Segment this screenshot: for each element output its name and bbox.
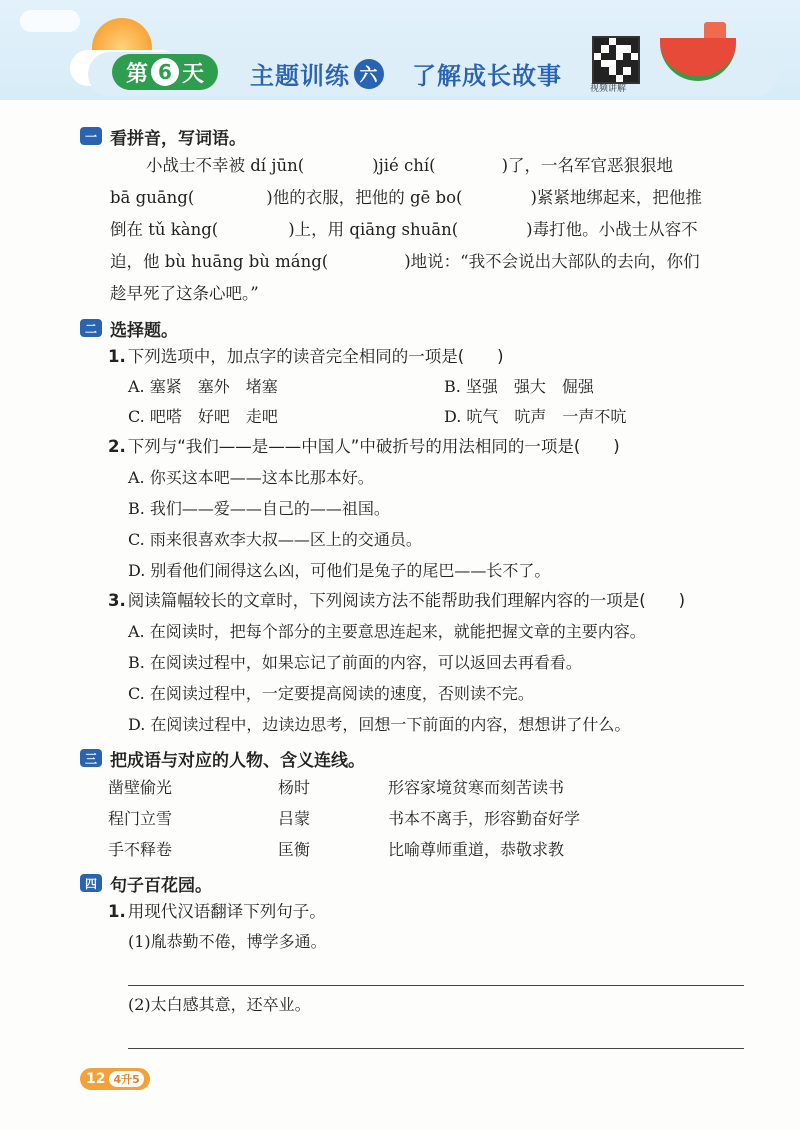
option-row — [80, 372, 760, 402]
question-3: 3. 阅读篇幅较长的文章时，下列阅读方法不能帮助我们理解内容的一项是( ) — [108, 591, 686, 610]
sentence: (2)太白感其意，还卒业。 — [128, 995, 311, 1014]
section-title: 句子百花园。 — [110, 875, 212, 896]
exercise-content — [80, 118, 760, 1053]
option[interactable]: C. 吧嗒 好吧 走吧 — [128, 407, 278, 426]
meaning[interactable]: 形容家境贫寒而刻苦读书 — [388, 778, 565, 797]
passage-line: bā guāng( )他的衣服，把他的 gē bo( )紧紧地绑起来，把他推 — [110, 188, 702, 207]
pinyin-passage — [80, 150, 760, 310]
meaning[interactable]: 比喻尊师重道，恭敬求教 — [388, 840, 565, 859]
meaning[interactable]: 书本不离手，形容勤奋好学 — [388, 809, 581, 828]
section-1-heading — [80, 122, 760, 150]
passage-line: 迫，他 bù huāng bù máng( )地说：“我不会说出大部队的去向，你们 — [110, 252, 700, 271]
question-2: 2. 下列与“我们——是——中国人”中破折号的用法相同的一项是( ) — [108, 437, 620, 456]
person[interactable]: 杨时 — [278, 778, 311, 797]
passage-line: 小战士不幸被 dí jūn( )jié chí( )了，一名军官恶狠狠地 — [146, 156, 673, 175]
answer-line[interactable] — [128, 1020, 744, 1049]
cloud-decoration — [20, 10, 80, 32]
section-marker: 一 — [80, 127, 102, 145]
section-marker: 三 — [80, 749, 102, 767]
theme-title — [250, 56, 562, 91]
option[interactable]: D. 在阅读过程中，边读边思考，回想一下前面的内容，想想讲了什么。 — [128, 715, 631, 734]
section-title: 把成语与对应的人物、含义连线。 — [110, 750, 365, 771]
section-3-heading — [80, 744, 760, 772]
option-row — [80, 402, 760, 432]
option[interactable]: D. 吭气 吭声 一声不吭 — [444, 407, 627, 426]
option[interactable]: B. 我们——爱——自己的——祖国。 — [128, 499, 390, 518]
answer-line[interactable] — [128, 957, 744, 986]
passage-line: 趁早死了这条心吧。” — [110, 284, 259, 303]
option[interactable]: B. 坚强 强大 倔强 — [444, 377, 594, 396]
theme-number: 六 — [354, 59, 384, 89]
theme-subtitle: 了解成长故事 — [412, 62, 562, 90]
option[interactable]: A. 你买这本吧——这本比那本好。 — [128, 468, 374, 487]
section-4-heading — [80, 869, 760, 897]
option[interactable]: D. 别看他们闹得这么凶，可他们是兔子的尾巴——长不了。 — [128, 561, 551, 580]
section-marker: 四 — [80, 874, 102, 892]
question-1: 1. 用现代汉语翻译下列句子。 — [108, 902, 326, 921]
day-number: 6 — [151, 58, 179, 86]
qr-code-icon[interactable] — [592, 36, 640, 84]
section-marker: 二 — [80, 319, 102, 337]
sentence: (1)胤恭勤不倦，博学多通。 — [128, 932, 327, 951]
day-prefix: 第 — [126, 61, 149, 87]
idiom[interactable]: 手不释卷 — [108, 840, 173, 859]
match-row — [80, 772, 760, 803]
person[interactable]: 匡衡 — [278, 840, 311, 859]
day-suffix: 天 — [182, 61, 205, 87]
page-number: 12 — [86, 1071, 106, 1087]
option[interactable]: B. 在阅读过程中，如果忘记了前面的内容，可以返回去再看看。 — [128, 653, 582, 672]
day-tab — [112, 54, 218, 90]
grade-label: 4升5 — [109, 1071, 143, 1087]
option[interactable]: C. 在阅读过程中，一定要提高阅读的速度，否则读不完。 — [128, 684, 534, 703]
page-number-badge — [80, 1068, 150, 1090]
qr-label: 视频讲解 — [590, 84, 627, 94]
person[interactable]: 吕蒙 — [278, 809, 311, 828]
option[interactable]: A. 在阅读时，把每个部分的主要意思连起来，就能把握文章的主要内容。 — [128, 622, 646, 641]
section-2-heading — [80, 314, 760, 342]
passage-line: 倒在 tǔ kàng( )上，用 qiāng shuān( )毒打他。小战士从容不 — [110, 220, 698, 239]
question-1: 1. 下列选项中，加点字的读音完全相同的一项是( ) — [108, 347, 504, 366]
idiom[interactable]: 凿壁偷光 — [108, 778, 173, 797]
section-title: 选择题。 — [110, 320, 178, 341]
match-row — [80, 803, 760, 834]
idiom[interactable]: 程门立雪 — [108, 809, 173, 828]
option[interactable]: C. 雨来很喜欢李大叔——区上的交通员。 — [128, 530, 422, 549]
page-header — [0, 0, 800, 100]
option[interactable]: A. 塞紧 塞外 堵塞 — [128, 377, 278, 396]
theme-prefix: 主题训练 — [250, 62, 350, 90]
match-row — [80, 834, 760, 865]
section-title: 看拼音，写词语。 — [110, 128, 246, 149]
